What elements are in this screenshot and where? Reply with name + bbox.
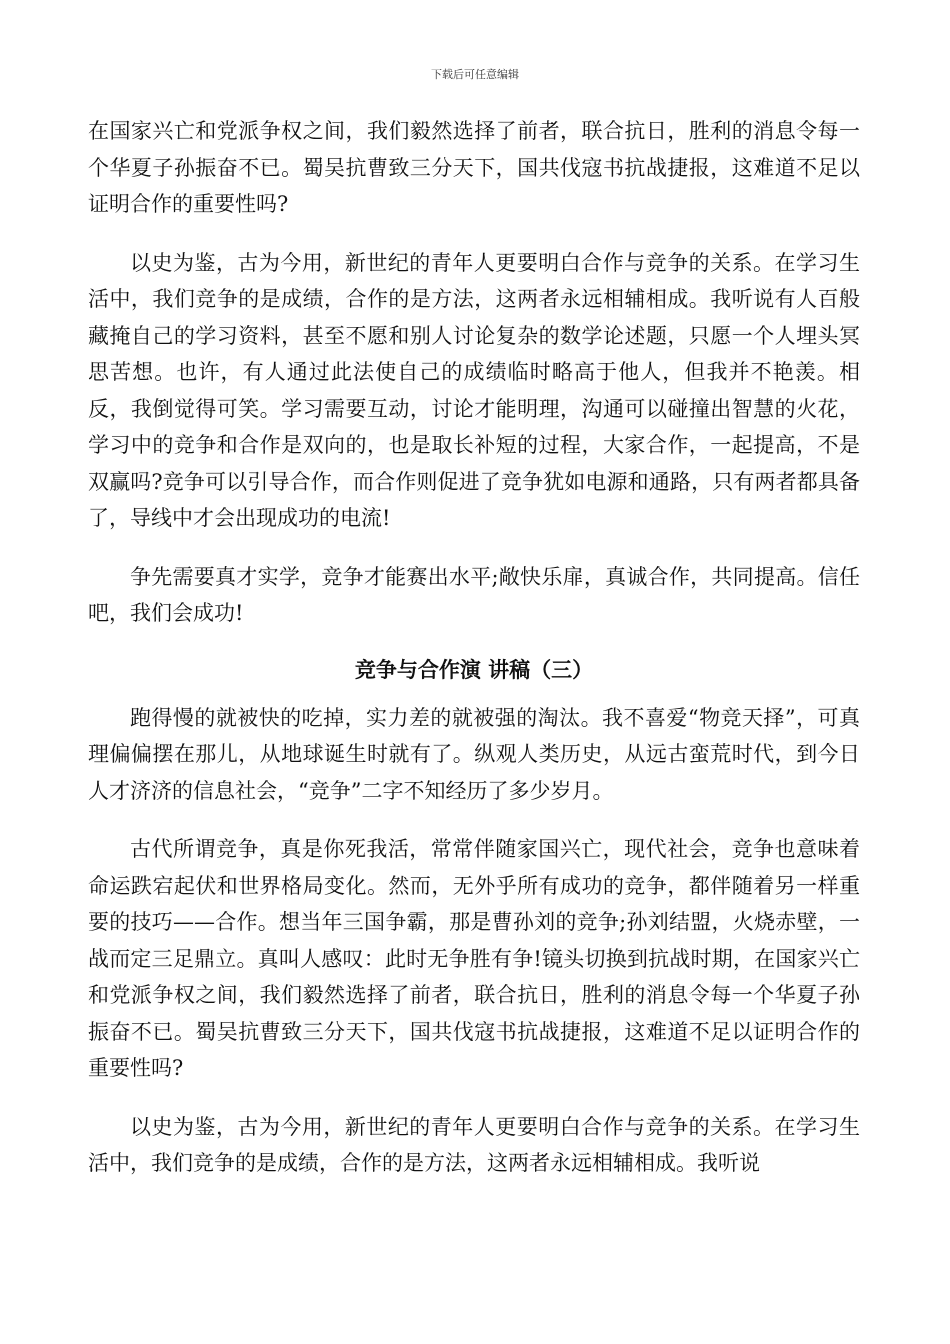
paragraph-2: 以史为鉴，古为今用，新世纪的青年人更要明白合作与竞争的关系。在学习生活中，我们竞争的是成绩，合作的是方法，这两者永远相辅相成。我听说有人百般藏掩自己的学习资料，甚至不愿和别人讨论复杂的数学论述题，只愿一个人埋头冥思苦想。也许，有人通过此法使自己的成绩临时略高于他人，但我并不艳羡。相反，我倒觉得可笑。学习需要互动，讨论才能明理，沟通可以碰撞出智慧的火花，学习中的竞争和合作是双向的，也是取长补短的过程，大家合作，一起提高，不是双赢吗?竞争可以引导合作，而合作则促进了竞争犹如电源和通路，只有两者都具备了，导线中才会出现成功的电流! bbox=[88, 250, 860, 530]
paragraph-3: 争先需要真才实学，竞争才能赛出水平;敞快乐扉，真诚合作，共同提高。信任吧，我们会成功! bbox=[88, 564, 860, 625]
paragraph-4: 跑得慢的就被快的吃掉，实力差的就被强的淘汰。我不喜爱“物竞天择”，可真理偏偏摆在那儿，从地球诞生时就有了。纵观人类历史，从远古蛮荒时代，到今日人才济济的信息社会，“竞争”二字不知经历了多少岁月。 bbox=[88, 705, 860, 803]
paragraph-6: 以史为鉴，古为今用，新世纪的青年人更要明白合作与竞争的关系。在学习生活中，我们竞争的是成绩，合作的是方法，这两者永远相辅相成。我听说 bbox=[88, 1114, 860, 1175]
section-title: 竞争与合作演 讲稿（三） bbox=[354, 657, 594, 682]
paragraph-1: 在国家兴亡和党派争权之间，我们毅然选择了前者，联合抗日，胜利的消息令每一个华夏子孙振奋不已。蜀吴抗曹致三分天下，国共伐寇书抗战捷报，这难道不足以证明合作的重要性吗? bbox=[88, 119, 860, 216]
paragraph-5: 古代所谓竞争，真是你死我活，常常伴随家国兴亡，现代社会，竞争也意味着命运跌宕起伏和世界格局变化。然而，无外乎所有成功的竞争，都伴随着另一样重要的技巧——合作。想当年三国争霸，那是曹孙刘的竞争;孙刘结盟，火烧赤壁，一战而定三足鼎立。真叫人感叹：此时无争胜有争!镜头切换到抗战时期，在国家兴亡和党派争权之间，我们毅然选择了前者，联合抗日，胜利的消息令每一个华夏子孙振奋不已。蜀吴抗曹致三分天下，国共伐寇书抗战捷报，这难道不足以证明合作的重要性吗? bbox=[88, 837, 860, 1080]
document-body bbox=[88, 113, 860, 1204]
page-header: 下载后可任意编辑 bbox=[431, 68, 519, 81]
